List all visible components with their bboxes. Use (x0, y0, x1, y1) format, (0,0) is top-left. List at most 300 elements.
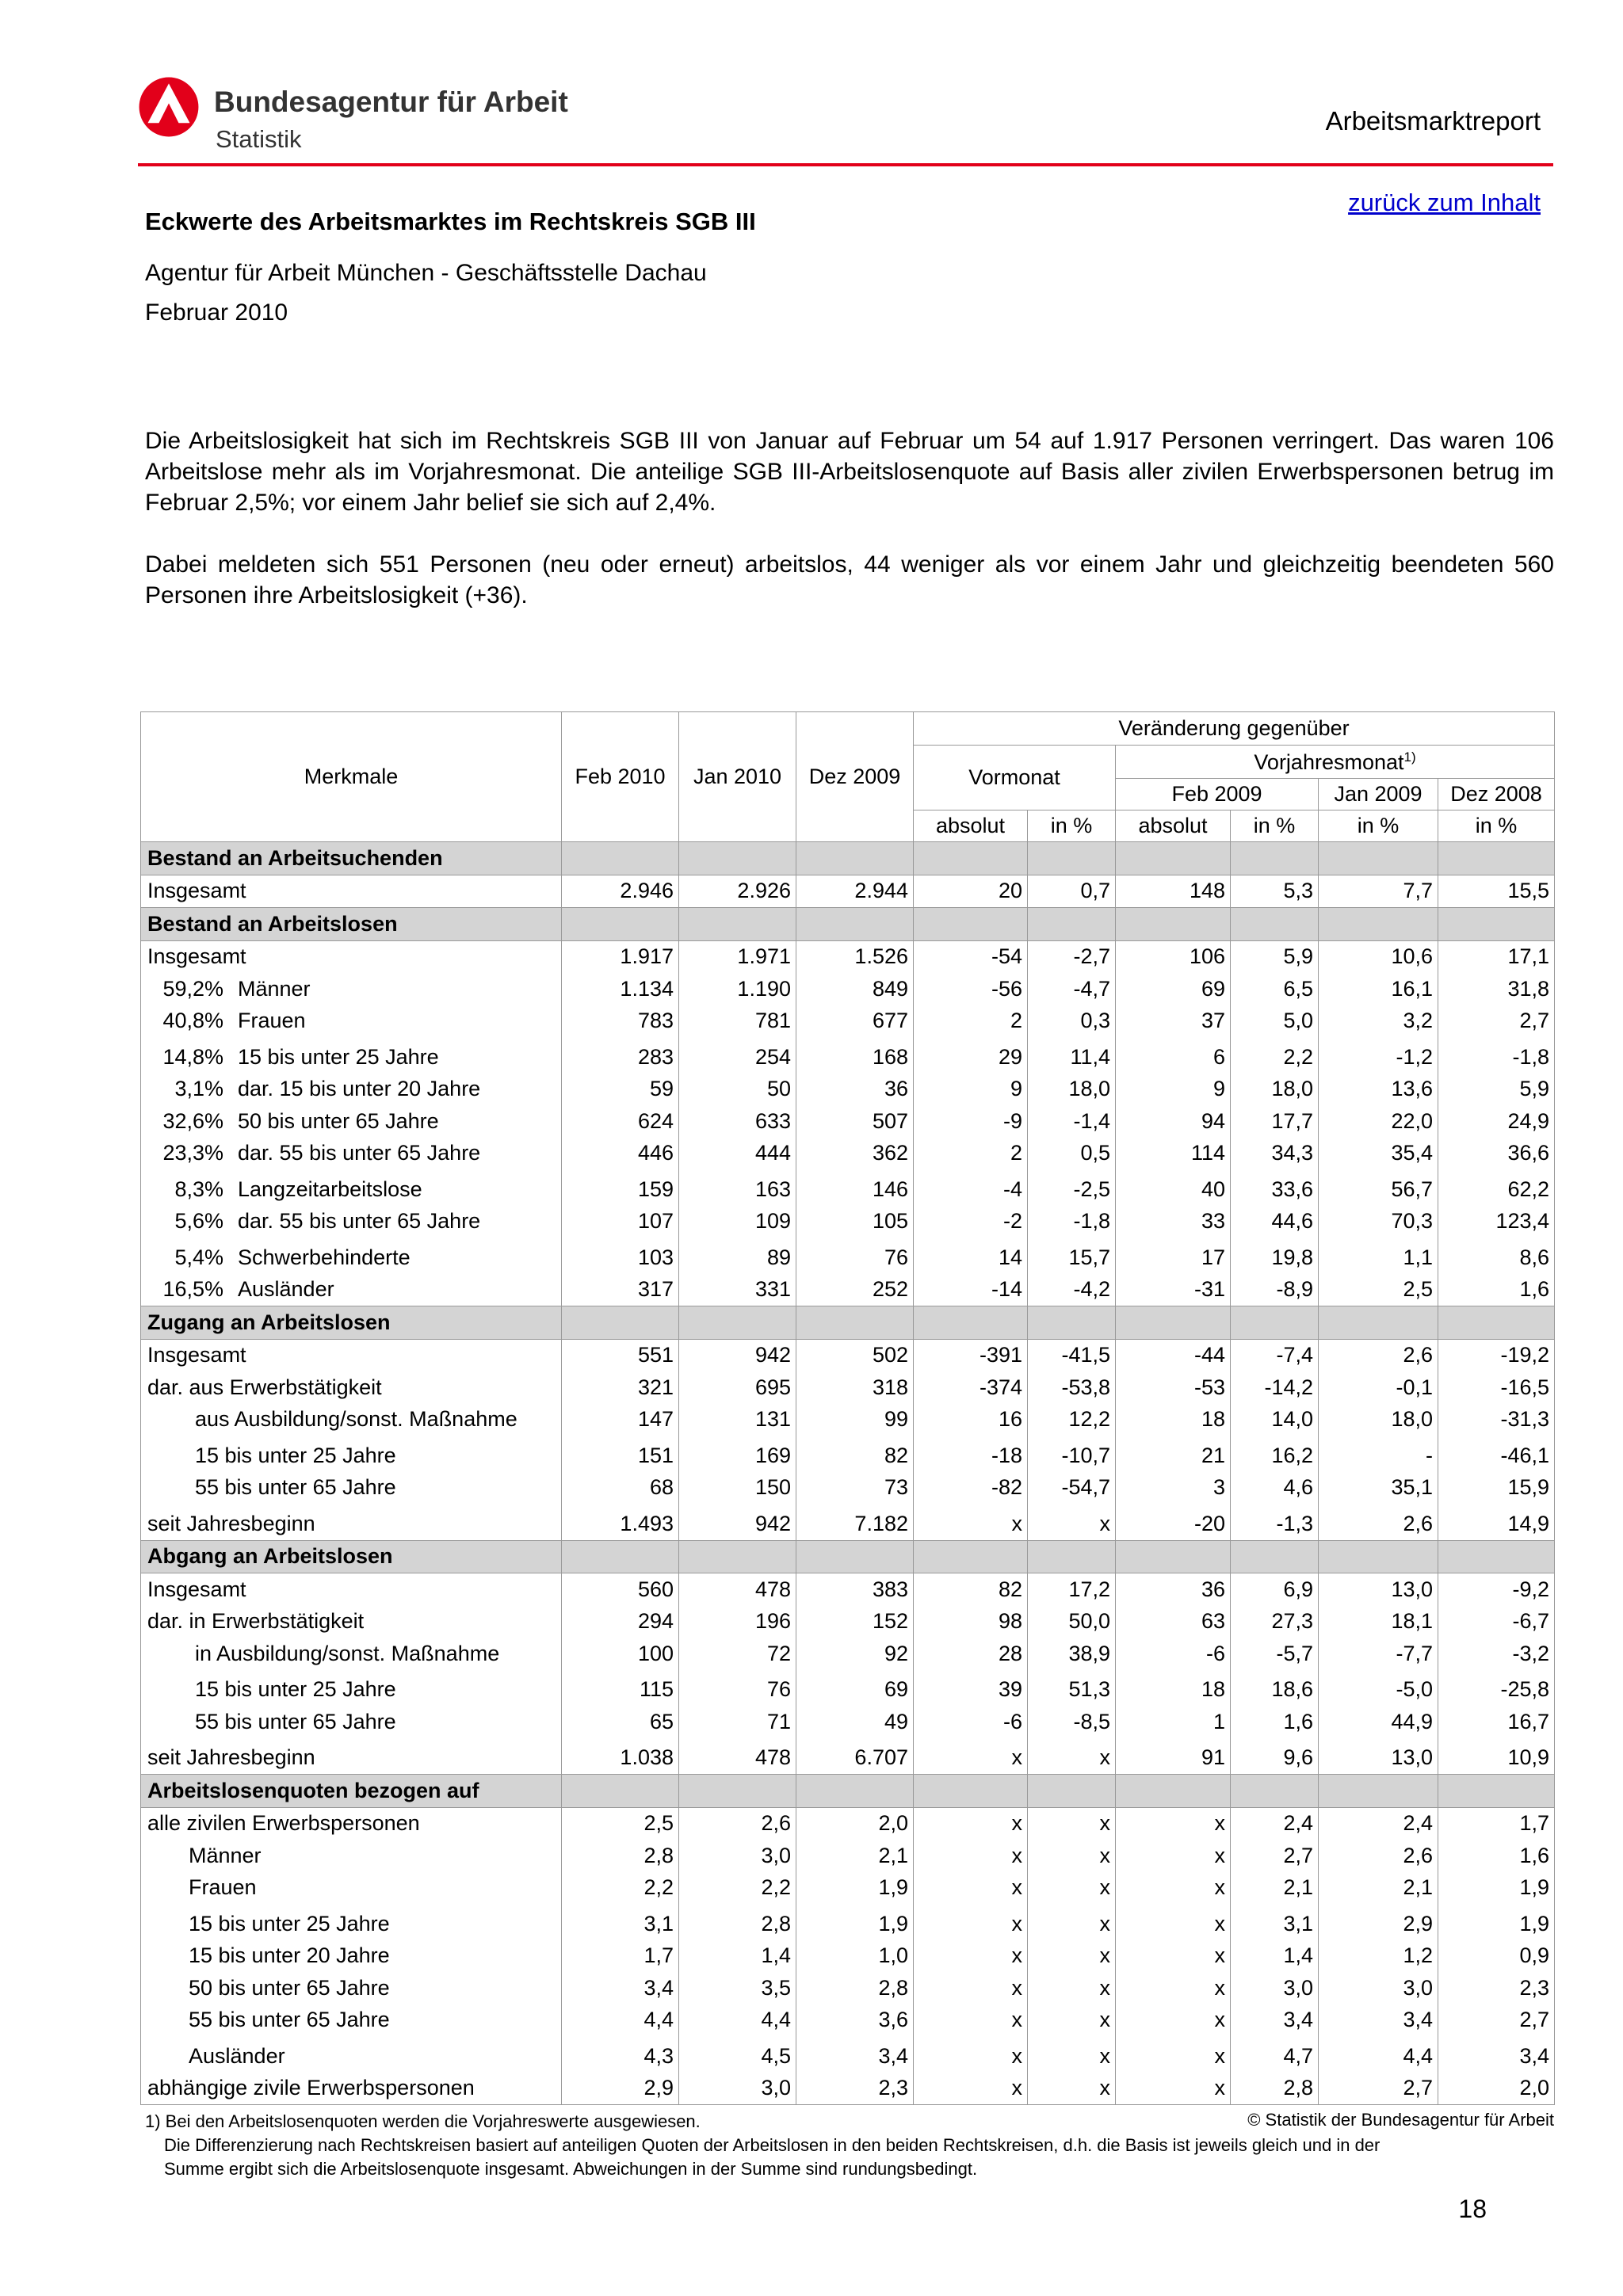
value-cell: x (1116, 1840, 1231, 1872)
header-feb-2009-absolut: absolut (1116, 810, 1231, 842)
value-cell: 10,6 (1319, 940, 1438, 973)
value-cell: 16,7 (1438, 1706, 1555, 1738)
value-cell: 114 (1116, 1138, 1231, 1170)
value-cell: 4,6 (1231, 1472, 1319, 1505)
value-cell: -53 (1116, 1371, 1231, 1404)
value-cell: 107 (562, 1206, 679, 1238)
row-share: 5,6% (174, 1209, 223, 1234)
value-cell: x (1028, 2004, 1116, 2037)
value-cell: 73 (796, 1472, 914, 1505)
header-vormonat-absolut: absolut (914, 810, 1028, 842)
row-label-cell (141, 1238, 562, 1274)
header-vormonat-pct: in % (1028, 810, 1116, 842)
row-label: abhängige zivile Erwerbspersonen (147, 2076, 475, 2100)
value-cell: 5,0 (1231, 1005, 1319, 1038)
copyright-notice: © Statistik der Bundesagentur für Arbeit (1247, 2110, 1554, 2130)
value-cell: x (914, 1504, 1028, 1540)
table-row (141, 1037, 1555, 1074)
value-cell: 3,1 (1231, 1904, 1319, 1940)
value-cell: 2,4 (1231, 1807, 1319, 1840)
row-label-cell (141, 1872, 562, 1905)
value-cell: 63 (1116, 1606, 1231, 1638)
section-label: Abgang an Arbeitslosen (141, 1540, 562, 1573)
row-label: 55 bis unter 65 Jahre (189, 2008, 390, 2032)
row-label-cell (141, 1371, 562, 1404)
value-cell: 3,4 (1231, 2004, 1319, 2037)
header-dez-2008: Dez 2008 (1438, 779, 1555, 810)
row-label: 15 bis unter 25 Jahre (195, 1677, 396, 1702)
value-cell: 196 (679, 1606, 796, 1638)
value-cell: 65 (562, 1706, 679, 1738)
table-row (141, 1436, 1555, 1472)
value-cell: 105 (796, 1206, 914, 1238)
section-empty-cell (1438, 1306, 1555, 1340)
value-cell: 1.190 (679, 973, 796, 1005)
value-cell: 163 (679, 1169, 796, 1206)
table-body (141, 842, 1555, 2105)
value-cell: 2.946 (562, 875, 679, 908)
value-cell: 1.038 (562, 1738, 679, 1775)
value-cell: 4,5 (679, 2036, 796, 2073)
row-label-cell (141, 1940, 562, 1973)
value-cell: 2,4 (1319, 1807, 1438, 1840)
value-cell: -3,2 (1438, 1638, 1555, 1670)
row-label: Schwerbehinderte (238, 1245, 411, 1269)
section-label: Arbeitslosenquoten bezogen auf (141, 1775, 562, 1808)
footnote-1: 1) Bei den Arbeitslosenquoten werden die Vorjahreswerte ausgewiesen. (145, 2111, 701, 2131)
section-empty-cell (796, 1775, 914, 1808)
value-cell: 38,9 (1028, 1638, 1116, 1670)
row-label-cell (141, 1074, 562, 1106)
row-label-cell (141, 1573, 562, 1606)
value-cell: 3 (1116, 1472, 1231, 1505)
value-cell: 56,7 (1319, 1169, 1438, 1206)
table-row (141, 1573, 1555, 1606)
value-cell: -374 (914, 1371, 1028, 1404)
value-cell: -46,1 (1438, 1436, 1555, 1472)
row-label-cell (141, 1339, 562, 1371)
value-cell: 33,6 (1231, 1169, 1319, 1206)
value-cell: 17 (1116, 1238, 1231, 1274)
row-label: Ausländer (238, 1277, 334, 1302)
value-cell: -31 (1116, 1274, 1231, 1306)
section-empty-cell (914, 1775, 1028, 1808)
value-cell: 14 (914, 1238, 1028, 1274)
section-empty-cell (796, 1306, 914, 1340)
section-row (141, 908, 1555, 941)
section-empty-cell (1231, 842, 1319, 875)
value-cell: 16,1 (1319, 973, 1438, 1005)
section-empty-cell (679, 1775, 796, 1808)
value-cell: -10,7 (1028, 1436, 1116, 1472)
table-row (141, 2036, 1555, 2073)
value-cell: 50 (679, 1074, 796, 1106)
table-row (141, 1074, 1555, 1106)
value-cell: 148 (1116, 875, 1231, 908)
section-label: Zugang an Arbeitslosen (141, 1306, 562, 1340)
row-label-cell (141, 1206, 562, 1238)
value-cell: 44,6 (1231, 1206, 1319, 1238)
section-empty-cell (914, 1306, 1028, 1340)
value-cell: 3,2 (1319, 1005, 1438, 1038)
value-cell: 254 (679, 1037, 796, 1074)
value-cell: x (914, 1940, 1028, 1973)
row-label-cell (141, 2073, 562, 2105)
value-cell: 39 (914, 1670, 1028, 1707)
back-to-contents-link[interactable]: zurück zum Inhalt (1348, 189, 1541, 216)
value-cell: 2 (914, 1005, 1028, 1038)
row-label: 15 bis unter 20 Jahre (189, 1943, 390, 1968)
value-cell: -1,8 (1028, 1206, 1116, 1238)
value-cell: 28 (914, 1638, 1028, 1670)
section-empty-cell (1438, 842, 1555, 875)
row-label: Frauen (189, 1875, 257, 1900)
value-cell: 2,8 (1231, 2073, 1319, 2105)
value-cell: 17,1 (1438, 940, 1555, 973)
value-cell: 6 (1116, 1037, 1231, 1074)
value-cell: x (1116, 1807, 1231, 1840)
section-row (141, 1540, 1555, 1573)
value-cell: 168 (796, 1037, 914, 1074)
value-cell: -5,7 (1231, 1638, 1319, 1670)
value-cell: 31,8 (1438, 973, 1555, 1005)
value-cell: 0,3 (1028, 1005, 1116, 1038)
header-dez-2009: Dez 2009 (796, 712, 914, 842)
row-share: 32,6% (162, 1108, 223, 1133)
value-cell: 29 (914, 1037, 1028, 1074)
row-label-cell (141, 1738, 562, 1775)
value-cell: - (1319, 1436, 1438, 1472)
row-label-cell (141, 1169, 562, 1206)
value-cell: 18,1 (1319, 1606, 1438, 1638)
table-row (141, 1972, 1555, 2004)
table-row (141, 1472, 1555, 1505)
value-cell: 3,4 (562, 1972, 679, 2004)
section-empty-cell (1028, 1775, 1116, 1808)
value-cell: 147 (562, 1404, 679, 1436)
value-cell: -1,8 (1438, 1037, 1555, 1074)
value-cell: 1,4 (1231, 1940, 1319, 1973)
value-cell: 98 (914, 1606, 1028, 1638)
value-cell: x (914, 2036, 1028, 2073)
value-cell: -1,3 (1231, 1504, 1319, 1540)
row-label: dar. in Erwerbstätigkeit (147, 1609, 365, 1634)
value-cell: -14 (914, 1274, 1028, 1306)
value-cell: 331 (679, 1274, 796, 1306)
table-row (141, 1105, 1555, 1138)
value-cell: 44,9 (1319, 1706, 1438, 1738)
section-empty-cell (1319, 908, 1438, 941)
value-cell: 283 (562, 1037, 679, 1074)
section-label: Bestand an Arbeitsuchenden (141, 842, 562, 875)
section-empty-cell (1438, 908, 1555, 941)
value-cell: 150 (679, 1472, 796, 1505)
value-cell: 123,4 (1438, 1206, 1555, 1238)
value-cell: x (914, 2073, 1028, 2105)
value-cell: -44 (1116, 1339, 1231, 1371)
value-cell: x (1116, 1940, 1231, 1973)
section-empty-cell (1231, 1540, 1319, 1573)
value-cell: 2.944 (796, 875, 914, 908)
value-cell: 89 (679, 1238, 796, 1274)
value-cell: 13,0 (1319, 1573, 1438, 1606)
value-cell: 1,0 (796, 1940, 914, 1973)
value-cell: -2,7 (1028, 940, 1116, 973)
row-share: 5,4% (174, 1245, 223, 1269)
value-cell: 15,9 (1438, 1472, 1555, 1505)
row-label-cell (141, 1037, 562, 1074)
section-empty-cell (562, 842, 679, 875)
value-cell: 2,7 (1231, 1840, 1319, 1872)
value-cell: 321 (562, 1371, 679, 1404)
value-cell: 1,1 (1319, 1238, 1438, 1274)
value-cell: 1,9 (796, 1872, 914, 1905)
value-cell: 1,7 (562, 1940, 679, 1973)
value-cell: 624 (562, 1105, 679, 1138)
value-cell: 2,6 (1319, 1504, 1438, 1540)
value-cell: x (1116, 2036, 1231, 2073)
value-cell: -2,5 (1028, 1169, 1116, 1206)
summary-paragraph-2: Dabei meldeten sich 551 Personen (neu oder erneut) arbeitslos, 44 weniger als vor einem Jahr und gleichzeitig beendeten 560 Personen ihre Arbeitslosigkeit (+36). (145, 551, 1554, 608)
row-label-cell (141, 1638, 562, 1670)
value-cell: 71 (679, 1706, 796, 1738)
value-cell: 942 (679, 1504, 796, 1540)
value-cell: 3,4 (796, 2036, 914, 2073)
summary-paragraph-1: Die Arbeitslosigkeit hat sich im Rechtskreis SGB III von Januar auf Februar um 54 auf 1.917 Personen verringert. Das waren 106 Arbeitslose mehr als im Vorjahresmonat. Die anteilige SGB III-Arbeitslosenquote auf Basis aller zivilen Erwerbspersonen betrug im Februar 2,5%; vor einem Jahr belief sie sich auf 2,4%. (145, 428, 1554, 516)
value-cell: -6 (914, 1706, 1028, 1738)
brand-subtitle: Statistik (216, 125, 302, 153)
value-cell: 94 (1116, 1105, 1231, 1138)
row-label-cell (141, 1274, 562, 1306)
row-label: dar. 55 bis unter 65 Jahre (238, 1141, 481, 1165)
header-jan-2009-pct: in % (1319, 810, 1438, 842)
row-label: in Ausbildung/sonst. Maßnahme (195, 1641, 500, 1665)
value-cell: 1,9 (1438, 1872, 1555, 1905)
value-cell: 446 (562, 1138, 679, 1170)
table-row (141, 1670, 1555, 1707)
value-cell: 781 (679, 1005, 796, 1038)
value-cell: 383 (796, 1573, 914, 1606)
value-cell: 22,0 (1319, 1105, 1438, 1138)
value-cell: 10,9 (1438, 1738, 1555, 1775)
value-cell: 2,1 (1319, 1872, 1438, 1905)
value-cell: 502 (796, 1339, 914, 1371)
value-cell: 27,3 (1231, 1606, 1319, 1638)
value-cell: -9,2 (1438, 1573, 1555, 1606)
header-feb-2010: Feb 2010 (562, 712, 679, 842)
value-cell: 35,1 (1319, 1472, 1438, 1505)
table-row (141, 2073, 1555, 2105)
value-cell: -18 (914, 1436, 1028, 1472)
row-label: dar. 55 bis unter 65 Jahre (238, 1209, 481, 1234)
value-cell: x (914, 1972, 1028, 2004)
value-cell: 2,7 (1319, 2073, 1438, 2105)
row-label: Insgesamt (147, 1343, 246, 1367)
value-cell: x (1116, 2073, 1231, 2105)
section-empty-cell (1028, 842, 1116, 875)
section-empty-cell (1231, 1775, 1319, 1808)
value-cell: 294 (562, 1606, 679, 1638)
value-cell: 2,3 (1438, 1972, 1555, 2004)
value-cell: 103 (562, 1238, 679, 1274)
value-cell: 16,2 (1231, 1436, 1319, 1472)
value-cell: 91 (1116, 1738, 1231, 1775)
section-empty-cell (914, 908, 1028, 941)
value-cell: 1.526 (796, 940, 914, 973)
section-empty-cell (562, 908, 679, 941)
value-cell: x (914, 1738, 1028, 1775)
value-cell: 51,3 (1028, 1670, 1116, 1707)
value-cell: 15,7 (1028, 1238, 1116, 1274)
value-cell: -1,2 (1319, 1037, 1438, 1074)
document-title: Eckwerte des Arbeitsmarktes im Rechtskreis SGB III (145, 208, 756, 235)
value-cell: 317 (562, 1274, 679, 1306)
value-cell: -6 (1116, 1638, 1231, 1670)
value-cell: 4,4 (562, 2004, 679, 2037)
section-empty-cell (796, 908, 914, 941)
value-cell: 9,6 (1231, 1738, 1319, 1775)
value-cell: 2,8 (796, 1972, 914, 2004)
value-cell: 33 (1116, 1206, 1231, 1238)
value-cell: 5,3 (1231, 875, 1319, 908)
row-label: 55 bis unter 65 Jahre (195, 1475, 396, 1500)
value-cell: 1.493 (562, 1504, 679, 1540)
section-empty-cell (1028, 908, 1116, 941)
table-row (141, 1940, 1555, 1973)
value-cell: 13,0 (1319, 1738, 1438, 1775)
row-label: dar. 15 bis unter 20 Jahre (238, 1077, 481, 1101)
section-empty-cell (1116, 1540, 1231, 1573)
header-veraenderung: Veränderung gegenüber (914, 712, 1555, 746)
row-share: 40,8% (162, 1009, 223, 1033)
page-number: 18 (1458, 2195, 1487, 2223)
value-cell: 36 (1116, 1573, 1231, 1606)
section-empty-cell (1438, 1540, 1555, 1573)
value-cell: 100 (562, 1638, 679, 1670)
value-cell: x (1116, 2004, 1231, 2037)
table-row (141, 1872, 1555, 1905)
section-empty-cell (796, 1540, 914, 1573)
value-cell: 1,4 (679, 1940, 796, 1973)
value-cell: x (1028, 1972, 1116, 2004)
section-row (141, 1306, 1555, 1340)
value-cell: 849 (796, 973, 914, 1005)
value-cell: 1,9 (1438, 1904, 1555, 1940)
row-label: seit Jahresbeginn (147, 1511, 315, 1535)
value-cell: -0,1 (1319, 1371, 1438, 1404)
value-cell: x (1028, 1738, 1116, 1775)
value-cell: 3,6 (796, 2004, 914, 2037)
value-cell: 1.917 (562, 940, 679, 973)
value-cell: -4,7 (1028, 973, 1116, 1005)
value-cell: 35,4 (1319, 1138, 1438, 1170)
value-cell: 2,0 (796, 1807, 914, 1840)
value-cell: 1,9 (796, 1904, 914, 1940)
row-share: 23,3% (162, 1141, 223, 1165)
section-empty-cell (796, 842, 914, 875)
value-cell: 18,6 (1231, 1670, 1319, 1707)
footnote-marker: 1) (1403, 749, 1416, 765)
value-cell: 169 (679, 1436, 796, 1472)
value-cell: 3,0 (679, 2073, 796, 2105)
row-label: 15 bis unter 25 Jahre (195, 1443, 396, 1467)
section-empty-cell (562, 1306, 679, 1340)
value-cell: 2,9 (562, 2073, 679, 2105)
table-row (141, 1404, 1555, 1436)
row-label: Langzeitarbeitslose (238, 1177, 422, 1201)
value-cell: 146 (796, 1169, 914, 1206)
value-cell: 3,4 (1438, 2036, 1555, 2073)
row-label: Frauen (238, 1009, 306, 1033)
value-cell: 36,6 (1438, 1138, 1555, 1170)
value-cell: 37 (1116, 1005, 1231, 1038)
header-feb-2009-pct: in % (1231, 810, 1319, 842)
value-cell: -56 (914, 973, 1028, 1005)
row-label-cell (141, 2004, 562, 2037)
footnote-3: Summe ergibt sich die Arbeitslosenquote insgesamt. Abweichungen in der Summe sind rundungsbedingt. (164, 2159, 978, 2179)
header-vormonat: Vormonat (914, 746, 1116, 810)
row-share: 14,8% (162, 1044, 223, 1069)
section-empty-cell (1028, 1306, 1116, 1340)
table-row (141, 1206, 1555, 1238)
value-cell: 82 (914, 1573, 1028, 1606)
value-cell: 50,0 (1028, 1606, 1116, 1638)
table-row (141, 1169, 1555, 1206)
section-empty-cell (914, 842, 1028, 875)
value-cell: 9 (1116, 1074, 1231, 1106)
section-empty-cell (1319, 1306, 1438, 1340)
value-cell: 69 (1116, 973, 1231, 1005)
value-cell: 131 (679, 1404, 796, 1436)
value-cell: x (914, 1904, 1028, 1940)
value-cell: 151 (562, 1436, 679, 1472)
value-cell: x (1028, 2073, 1116, 2105)
value-cell: 1,2 (1319, 1940, 1438, 1973)
section-empty-cell (679, 908, 796, 941)
section-empty-cell (1438, 1775, 1555, 1808)
value-cell: -5,0 (1319, 1670, 1438, 1707)
value-cell: 18 (1116, 1404, 1231, 1436)
value-cell: 2,5 (1319, 1274, 1438, 1306)
section-empty-cell (1319, 1540, 1438, 1573)
row-label-cell (141, 1840, 562, 1872)
table-row (141, 1840, 1555, 1872)
value-cell: x (1028, 1940, 1116, 1973)
value-cell: -31,3 (1438, 1404, 1555, 1436)
table-row (141, 973, 1555, 1005)
row-label-cell (141, 1904, 562, 1940)
row-label: 15 bis unter 25 Jahre (189, 1911, 390, 1936)
value-cell: 109 (679, 1206, 796, 1238)
value-cell: 2,9 (1319, 1904, 1438, 1940)
value-cell: 7.182 (796, 1504, 914, 1540)
section-empty-cell (1319, 842, 1438, 875)
value-cell: 2,6 (1319, 1840, 1438, 1872)
value-cell: 69 (796, 1670, 914, 1707)
value-cell: 677 (796, 1005, 914, 1038)
value-cell: x (1028, 1872, 1116, 1905)
section-empty-cell (1231, 1306, 1319, 1340)
row-label: Männer (189, 1843, 262, 1867)
value-cell: x (914, 2004, 1028, 2037)
section-empty-cell (562, 1775, 679, 1808)
value-cell: 16 (914, 1404, 1028, 1436)
value-cell: 76 (679, 1670, 796, 1707)
header-dez-2008-pct: in % (1438, 810, 1555, 842)
value-cell: 21 (1116, 1436, 1231, 1472)
value-cell: -14,2 (1231, 1371, 1319, 1404)
table-row (141, 940, 1555, 973)
